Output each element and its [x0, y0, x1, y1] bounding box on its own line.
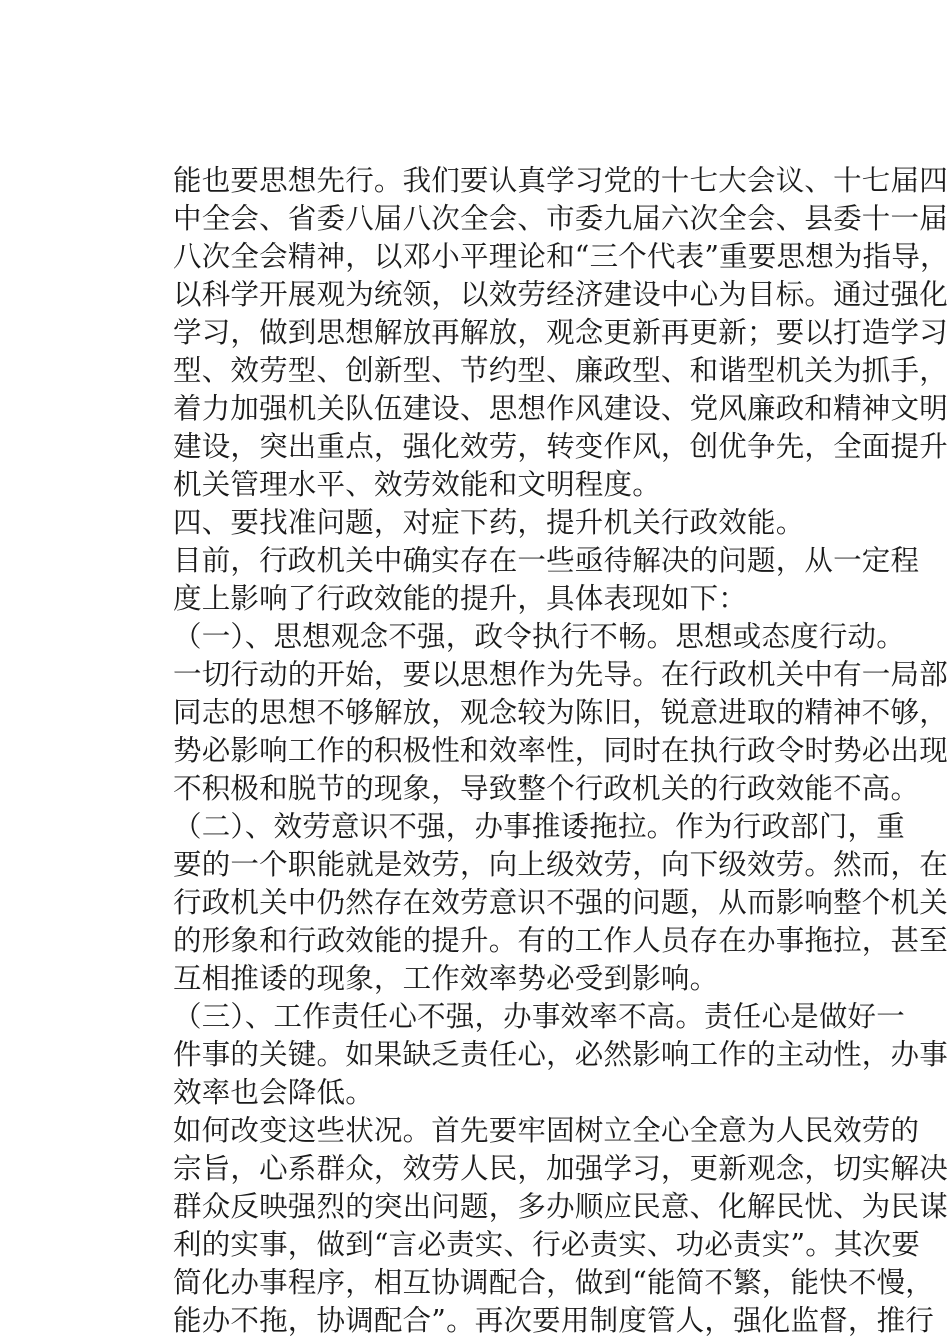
- text-line: 八次全会精神，以邓小平理论和“三个代表”重要思想为指导，: [173, 240, 949, 273]
- text-line: 势必影响工作的积极性和效率性，同时在执行政令时势必出现: [173, 734, 948, 767]
- text-line: 着力加强机关队伍建设、思想作风建设、党风廉政和精神文明: [173, 392, 948, 425]
- section-heading: 四、要找准问题，对症下药，提升机关行政效能。: [173, 506, 805, 539]
- text-line: 能办不拖，协调配合”。再次要用制度管人，强化监督，推行: [173, 1304, 934, 1337]
- text-line: 件事的关键。如果缺乏责任心，必然影响工作的主动性，办事: [173, 1038, 948, 1071]
- text-line: 如何改变这些状况。首先要牢固树立全心全意为人民效劳的: [173, 1114, 920, 1147]
- text-line: 同志的思想不够解放，观念较为陈旧，锐意进取的精神不够，: [173, 696, 948, 729]
- subsection-heading: （二）、效劳意识不强，办事推诿拖拉。作为行政部门，重: [173, 810, 905, 843]
- text-line: 建设，突出重点，强化效劳，转变作风，创优争先，全面提升: [173, 430, 948, 463]
- text-line: 宗旨，心系群众，效劳人民，加强学习，更新观念，切实解决: [173, 1152, 948, 1185]
- text-line: 目前，行政机关中确实存在一些亟待解决的问题，从一定程: [173, 544, 920, 577]
- text-line: 效率也会降低。: [173, 1076, 374, 1109]
- text-line: 互相推诿的现象，工作效率势必受到影响。: [173, 962, 719, 995]
- text-line: 群众反映强烈的突出问题，多办顺应民意、化解民忧、为民谋: [173, 1190, 948, 1223]
- text-line: 能也要思想先行。我们要认真学习党的十七大会议、十七届四: [173, 164, 948, 197]
- text-line: 型、效劳型、创新型、节约型、廉政型、和谐型机关为抓手，: [173, 354, 948, 387]
- text-line: 要的一个职能就是效劳，向上级效劳，向下级效劳。然而，在: [173, 848, 948, 881]
- text-line: 行政机关中仍然存在效劳意识不强的问题，从而影响整个机关: [173, 886, 948, 919]
- text-line: 机关管理水平、效劳效能和文明程度。: [173, 468, 661, 501]
- text-line: 度上影响了行政效能的提升，具体表现如下：: [173, 582, 748, 615]
- text-line: 的形象和行政效能的提升。有的工作人员存在办事拖拉，甚至: [173, 924, 948, 957]
- subsection-heading: （三）、工作责任心不强，办事效率不高。责任心是做好一: [173, 1000, 905, 1033]
- text-line: 中全会、省委八届八次全会、市委九届六次全会、县委十一届: [173, 202, 948, 235]
- text-line: 利的实事，做到“言必责实、行必责实、功必责实”。其次要: [173, 1228, 921, 1261]
- text-line: 简化办事程序，相互协调配合，做到“能简不繁，能快不慢，: [173, 1266, 934, 1299]
- text-line: 学习，做到思想解放再解放，观念更新再更新；要以打造学习: [173, 316, 948, 349]
- text-line: 一切行动的开始，要以思想作为先导。在行政机关中有一局部: [173, 658, 948, 691]
- text-line: 以科学开展观为统领，以效劳经济建设中心为目标。通过强化: [173, 278, 948, 311]
- text-line: 不积极和脱节的现象，导致整个行政机关的行政效能不高。: [173, 772, 920, 805]
- subsection-heading: （一）、思想观念不强，政令执行不畅。思想或态度行动。: [173, 620, 905, 653]
